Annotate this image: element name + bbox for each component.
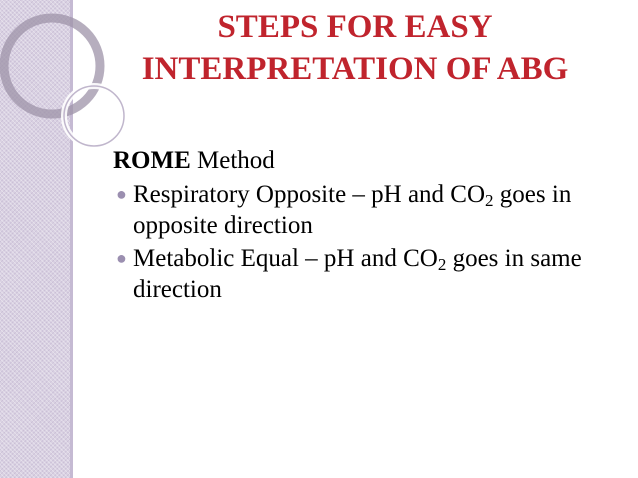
bullet-dot-icon: ● — [116, 184, 127, 204]
bullet-item — [113, 243, 628, 305]
method-heading — [113, 145, 628, 176]
title-line-2: INTERPRETATION OF ABG — [141, 51, 569, 87]
bullet-item — [113, 179, 628, 241]
title-line-1: STEPS FOR EASY — [217, 9, 493, 45]
slide-body — [113, 145, 628, 307]
ring-large — [4, 18, 100, 114]
bullet-text-before: Respiratory Opposite – pH and CO — [133, 181, 486, 208]
method-name: ROME — [113, 147, 191, 174]
bullet-subscript: 2 — [485, 191, 494, 210]
method-suffix: Method — [190, 147, 275, 174]
bullet-subscript: 2 — [437, 255, 447, 274]
bullet-text-after: goes in same direction — [133, 245, 582, 303]
slide-title — [120, 6, 590, 90]
bullet-text-before: Metabolic Equal – pH and CO — [133, 245, 438, 272]
bullet-dot-icon: ● — [116, 248, 127, 268]
bullet-text-after: goes in opposite direction — [133, 181, 572, 239]
